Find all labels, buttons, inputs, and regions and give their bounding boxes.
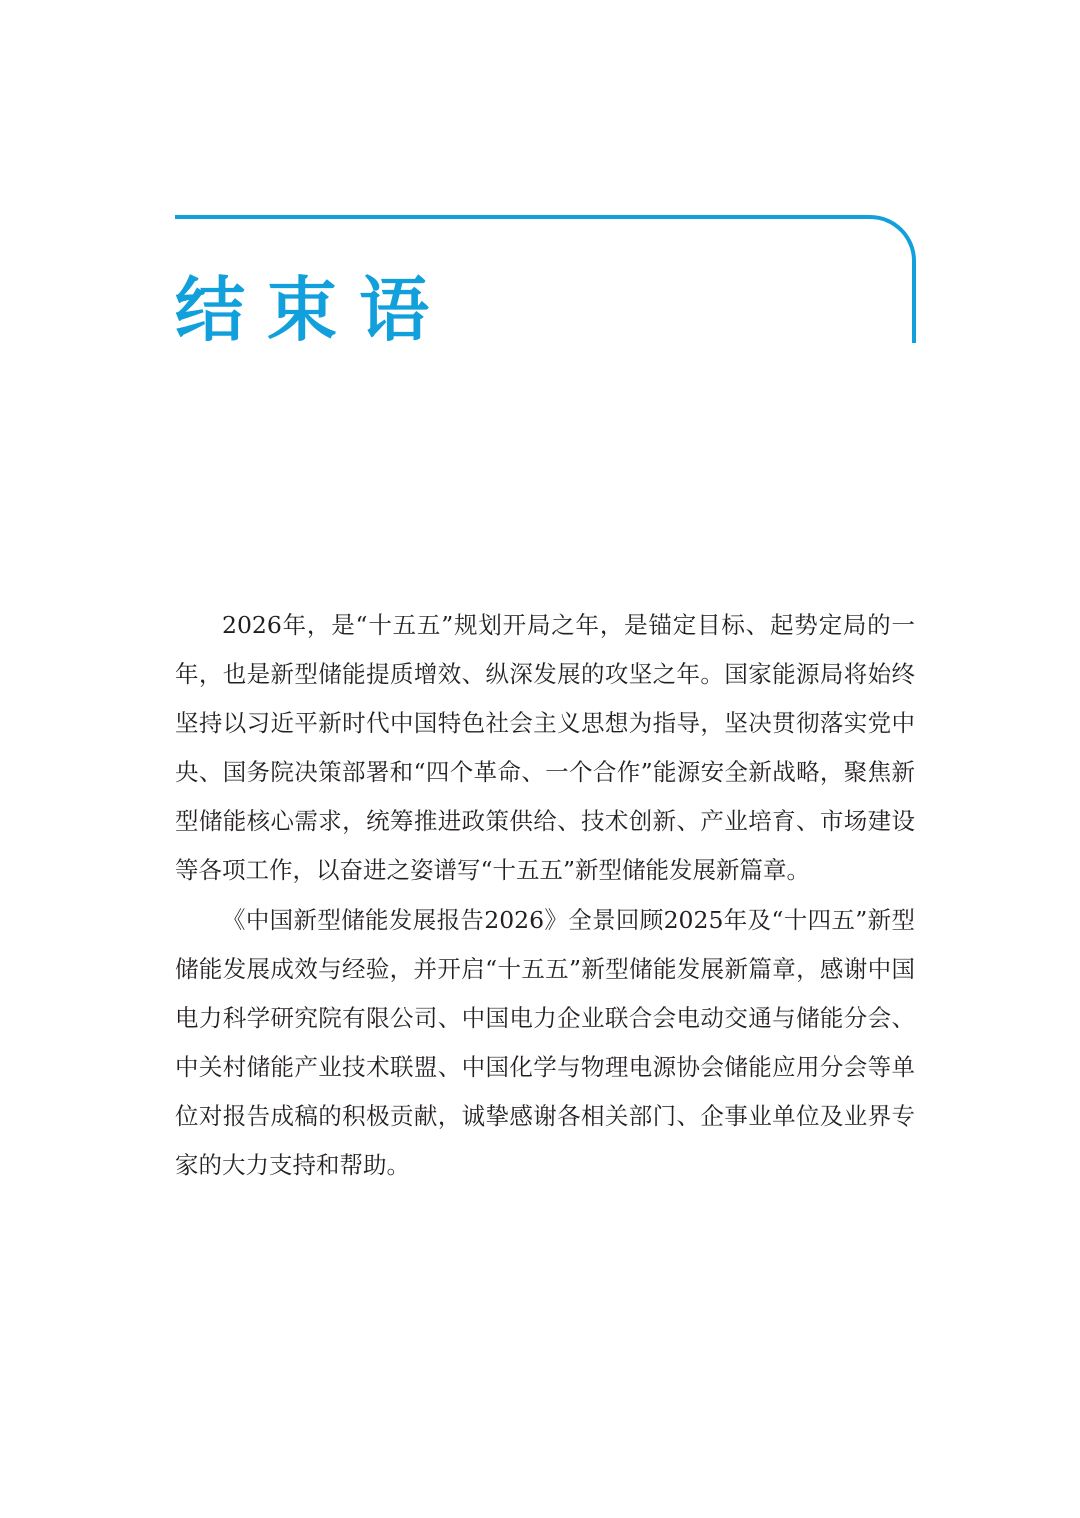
body-text (175, 601, 915, 1190)
paragraph-2: 《中国新型储能发展报告2026》全景回顾2025年及“十四五”新型储能发展成效与经验，并开启“十五五”新型储能发展新篇章，感谢中国电力科学研究院有限公司、中国电力企业联合会电动交通与储能分会、中关村储能产业技术联盟、中国化学与物理电源协会储能应用分会等单位对报告成稿的积极贡献，诚挚感谢各相关部门、企事业单位及业界专家的大力支持和帮助。 (175, 906, 915, 1179)
page-title: 结束语 (175, 269, 451, 351)
paragraph-1: 2026年，是“十五五”规划开局之年，是锚定目标、起势定局的一年，也是新型储能提质增效、纵深发展的攻坚之年。国家能源局将始终坚持以习近平新时代中国特色社会主义思想为指导，坚决贯彻落实党中央、国务院决策部署和“四个革命、一个合作”能源安全新战略，聚焦新型储能核心需求，统筹推进政策供给、技术创新、产业培育、市场建设等各项工作，以奋进之姿谱写“十五五”新型储能发展新篇章。 (175, 611, 915, 884)
